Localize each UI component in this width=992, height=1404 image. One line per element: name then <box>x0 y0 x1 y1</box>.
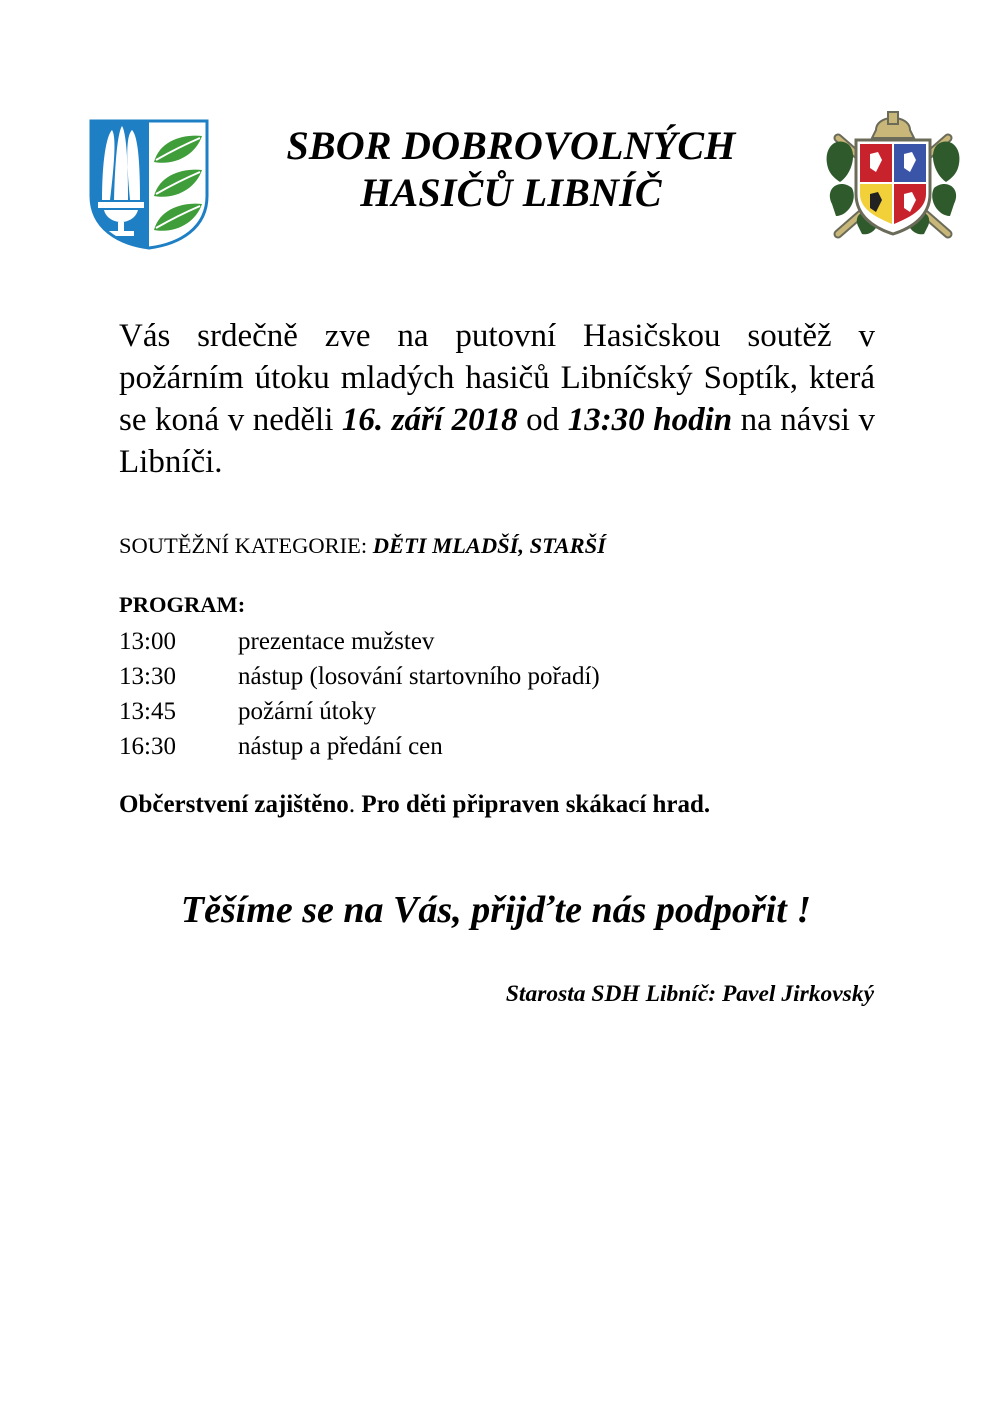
invitation-text-end: na návsi v Libníči. <box>119 402 876 480</box>
bouncy-castle-text: Pro děti připraven skákací hrad. <box>361 791 711 818</box>
program-activity: nástup a předání cen <box>238 733 443 760</box>
invitation-paragraph <box>119 315 875 483</box>
invitation-text-middle: od <box>517 402 568 438</box>
closing-invitation: Těšíme se na Vás, přijďte nás podpořit ! <box>180 889 812 931</box>
event-date: 16. září 2018 <box>341 402 518 438</box>
program-item <box>119 659 879 694</box>
municipal-coat-of-arms-icon <box>88 118 210 250</box>
categories-label: SOUTĚŽNÍ KATEGORIE: <box>119 533 373 558</box>
program-time: 13:45 <box>119 698 176 725</box>
signature: Starosta SDH Libníč: Pavel Jirkovský <box>505 981 874 1007</box>
notice-separator: . <box>348 791 362 818</box>
title-line-1: SBOR DOBROVOLNÝCH <box>286 123 736 168</box>
program-heading: PROGRAM: <box>119 592 246 617</box>
program-time: 16:30 <box>119 733 176 760</box>
program-activity: prezentace mužstev <box>238 628 435 655</box>
event-time: 13:30 hodin <box>567 402 733 438</box>
program-activity: nástup (losování startovního pořadí) <box>238 663 600 690</box>
program-list <box>119 624 879 764</box>
program-item <box>119 729 879 764</box>
program-time: 13:00 <box>119 628 176 655</box>
invitation-text-start: Vás srdečně zve na putovní Hasičskou soutěž v požárním útoku mladých hasičů Libníčský Soptík, která se koná v neděli <box>119 318 875 438</box>
organization-title <box>230 122 792 216</box>
refreshments-notice <box>119 789 879 821</box>
program-item <box>119 624 879 659</box>
program-time: 13:30 <box>119 663 176 690</box>
program-item <box>119 694 879 729</box>
refreshments-text: Občerstvení zajištěno <box>119 791 349 818</box>
program-activity: požární útoky <box>238 698 377 725</box>
title-line-2: HASIČŮ LIBNÍČ <box>360 170 662 215</box>
categories-value: DĚTI MLADŠÍ, STARŠÍ <box>372 533 606 558</box>
firefighters-emblem-icon <box>818 108 968 244</box>
competition-categories <box>119 531 875 561</box>
